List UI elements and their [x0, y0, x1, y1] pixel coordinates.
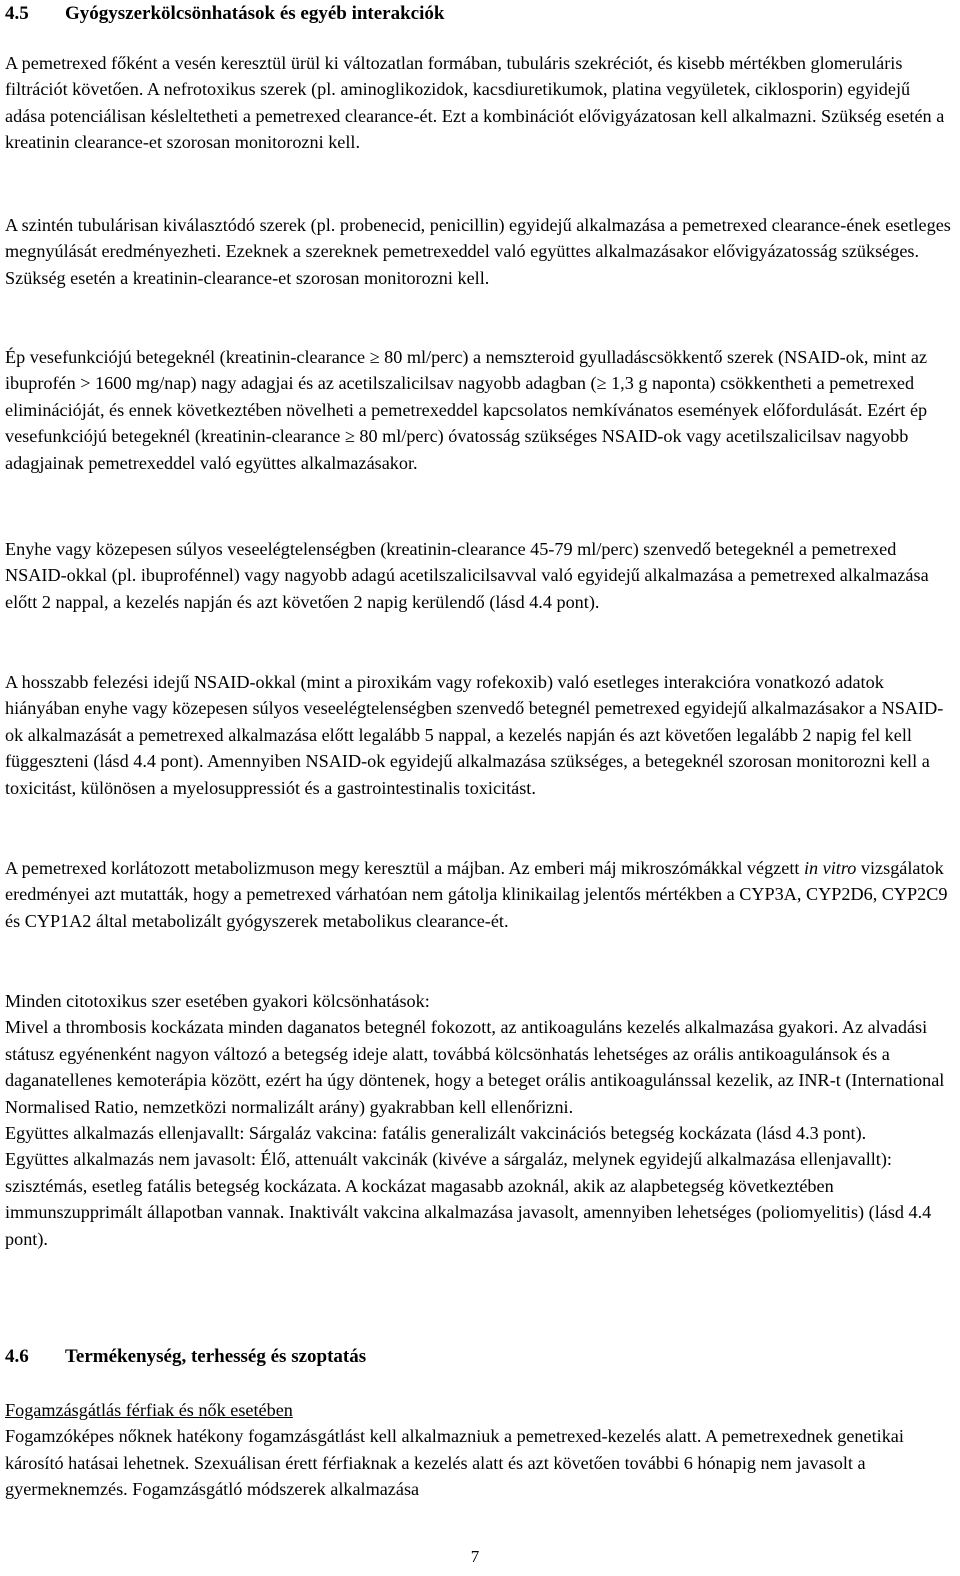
paragraph: A hosszabb felezési idejű NSAID-okkal (mint a piroxikám vagy rofekoxib) való esetleges interakcióra vonatkozó adatok hiányában enyhe vagy közepesen súlyos veseelégtelenségben szenvedő betegnél pemetrexed egyidejű alkalmazásakor a NSAID-ok alkalmazását a pemetrexed alkalmazása előtt legalább 5 nappal, a kezelés napján és azt követően legalább 2 napig fel kell függeszteni (lásd 4.4 pont). Amennyiben NSAID-ok egyidejű alkalmazása szükséges, a betegeknél szorosan monitorozni kell a toxicitást, különösen a myelosuppressiót és a gastrointestinalis toxicitást.	[5, 672, 944, 798]
paragraph-block-3	[5, 344, 955, 476]
paragraph-block-4	[5, 536, 955, 615]
section-number: 4.5	[5, 3, 29, 24]
cytotoxic-interactions-block	[5, 988, 955, 1252]
section-title: Termékenység, terhesség és szoptatás	[65, 1346, 367, 1367]
paragraph: A szintén tubulárisan kiválasztódó szerek (pl. probenecid, penicillin) egyidejű alkalmazása a pemetrexed clearance-ének esetleges megnyúlását eredményezheti. Ezeknek a szereknek pemetrexeddel való együttes alkalmazásakor elővigyázatosság szükséges. Szükség esetén a kreatinin-clearance-et szorosan monitorozni kell.	[5, 215, 951, 288]
paragraph: Mivel a thrombosis kockázata minden daganatos betegnél fokozott, az antikoaguláns kezelés alkalmazása gyakori. Az alvadási státusz egyénenként nagyon változó a betegség ideje alatt, továbbá kölcsönhatás lehetséges az orális antikoagulánsok és a daganatellenes kemoterápia között, ezért ha úgy döntenek, hogy a beteget orális antikoagulánssal kezelik, az INR-t (International Normalised Ratio, nemzetközi normalizált arány) gyakrabban kell ellenőrizni.	[5, 1017, 945, 1117]
paragraph-block-1	[5, 50, 955, 156]
section-4-6-heading-block	[5, 1345, 955, 1369]
paragraph: Enyhe vagy közepesen súlyos veseelégtelenségben (kreatinin-clearance 45-79 ml/perc) szenvedő betegeknél a pemetrexed NSAID-okkal (pl. ibuprofénnel) vagy nagyobb adagú acetilszalicilsavval való egyidejű alkalmazása a pemetrexed alkalmazása előtt 2 nappal, a kezelés napján és azt követően 2 napig kerülendő (lásd 4.4 pont).	[5, 539, 929, 612]
section-4-5-heading-block	[5, 2, 955, 26]
paragraph: Együttes alkalmazás ellenjavallt: Sárgaláz vakcina: fatális generalizált vakcinációs betegség kockázata (lásd 4.3 pont).	[5, 1123, 867, 1144]
contraception-block	[5, 1397, 955, 1503]
paragraph: A pemetrexed főként a vesén keresztül ürül ki változatlan formában, tubuláris szekréciót, és kisebb mértékben glomeruláris filtrációt követően. A nefrotoxikus szerek (pl. aminoglikozidok, kacsdiuretikumok, platina vegyületek, ciklosporin) egyidejű adása potenciálisan késleltetheti a pemetrexed clearance-ét. Ezt a kombinációt elővigyázatosan kell alkalmazni. Szükség esetén a kreatinin clearance-et szorosan monitorozni kell.	[5, 53, 945, 153]
subheading: Fogamzásgátlás férfiak és nők esetében	[5, 1400, 293, 1420]
paragraph: Ép vesefunkciójú betegeknél (kreatinin-clearance ≥ 80 ml/perc) a nemszteroid gyulladáscsökkentő szerek (NSAID-ok, mint az ibuprofén > 1600 mg/nap) nagy adagjai és az acetilszalicilsav nagyobb adagban (≥ 1,3 g naponta) csökkentheti a pemetrexed eliminációját, és ennek következtében növelheti a pemetrexeddel kapcsolatos nemkívánatos események előfordulását. Ezért ép vesefunkciójú betegeknél (kreatinin-clearance ≥ 80 ml/perc) óvatosság szükséges NSAID-ok vagy acetilszalicilsav nagyobb adagjainak pemetrexeddel való együttes alkalmazásakor.	[5, 347, 928, 473]
paragraph	[5, 855, 955, 934]
text-segment: vizsgálatok eredményei azt mutatták, hogy a pemetrexed várhatóan nem gátolja klinikailag jelentős mértékben a CYP3A, CYP2D6, CYP2C9 és CYP1A2 által metabolizált gyógyszerek metabolikus clearance-ét.	[5, 858, 948, 931]
page-number: 7	[470, 1547, 480, 1566]
paragraph: Fogamzóképes nőknek hatékony fogamzásgátlást kell alkalmazniuk a pemetrexed-kezelés alatt. A pemetrexednek genetikai károsító hatásai lehetnek. Szexuálisan érett férfiaknak a kezelés alatt és azt követően további 6 hónapig nem javasolt a gyermeknemzés. Fogamzásgátló módszerek alkalmazása	[5, 1426, 904, 1500]
paragraph-block-metabolism	[5, 855, 955, 934]
section-title: Gyógyszerkölcsönhatások és egyéb interakciók	[65, 3, 445, 24]
paragraph-block-5	[5, 669, 955, 801]
section-heading	[5, 2, 955, 26]
section-heading	[5, 1345, 955, 1369]
paragraph: Együttes alkalmazás nem javasolt: Élő, attenuált vakcinák (kivéve a sárgaláz, melynek egyidejű alkalmazása ellenjavallt): szisztémás, esetleg fatális betegség kockázata. A kockázat magasabb azoknál, akik az alapbetegség következtében immunszupprimált állapotban vannak. Inaktivált vakcina alkalmazása javasolt, amennyiben lehetséges (poliomyelitis) (lásd 4.4 pont).	[5, 1149, 932, 1249]
paragraph: Minden citotoxikus szer esetében gyakori kölcsönhatások:	[5, 991, 430, 1011]
paragraph-block-2	[5, 212, 955, 291]
italic-term: in vitro	[803, 858, 857, 878]
text-segment: A pemetrexed korlátozott metabolizmuson megy keresztül a májban. Az emberi máj mikroszómákkal végzett	[5, 858, 804, 878]
section-number: 4.6	[5, 1346, 29, 1367]
